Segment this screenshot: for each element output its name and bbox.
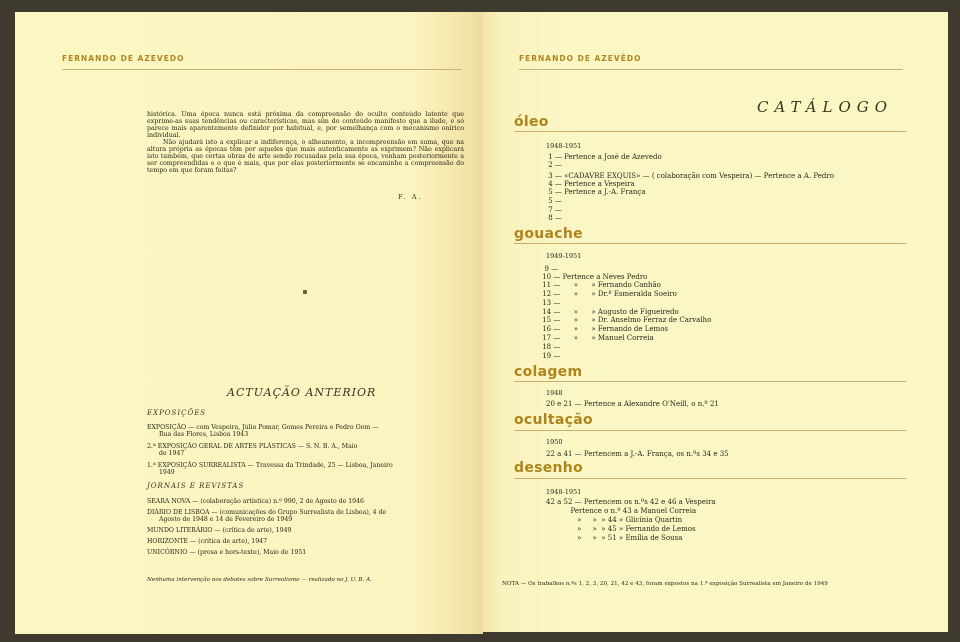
jornal-item-4: HORIZONTE — (crítica de arte), 1947 [147, 538, 268, 545]
running-head-right: FERNANDO DE AZEVÊDO [519, 54, 642, 63]
catalog-item: » » » 51 » Emília de Sousa [546, 534, 683, 542]
category-rule-colagem [514, 381, 906, 382]
category-heading-gouache: gouache [514, 226, 583, 242]
category-heading-ocultacao: ocultação [514, 412, 593, 428]
catalog-item: 5 — Pertence a J.-A. França [546, 188, 646, 196]
category-heading-desenho: desenho [514, 460, 583, 476]
running-head-left: FERNANDO DE AZEVEDO [62, 54, 185, 63]
catalog-item: 19 — [540, 352, 561, 360]
catalog-item: 5 — [546, 197, 562, 205]
catalog-item: » » » 44 » Glicínia Quartin [546, 516, 683, 524]
footnote-juba: Nenhuma intervenção nos debates sobre Surrealismo — realizado no J. U. B. A. [147, 577, 372, 583]
catalog-item: 4 — Pertence a Vespeira [546, 180, 635, 188]
essay-paragraph-1: histórica. Uma época nunca está próxima da compreensão do oculto conteúdo latente que exprime-as suas tendências ou características, mas sim do conteúdo manifesto que a ilude, e só parece mais aparentemente definidor por habitual, e, por semelhança com o mecanismo onírico individual. [147, 111, 464, 139]
nota-footnote: NOTA — Os trabalhos n.ºs 1, 2, 3, 20, 21, 42 e 43, foram expostos na 1.ª exposição Surrealista em Janeiro de 1949 [502, 581, 828, 587]
heading-jornais: JORNAIS E REVISTAS [147, 482, 245, 490]
category-heading-oleo: óleo [514, 114, 549, 130]
catalog-item: 17 — » » Manuel Correia [540, 334, 654, 342]
catalog-item: 10 — Pertence a Neves Pedro [540, 273, 648, 281]
catalog-item: 13 — [540, 299, 561, 307]
catalog-item: 20 e 21 — Pertence a Alexandre O'Neill, o n.º 21 [546, 400, 719, 408]
jornal-item-5: UNICÓRNIO — (prosa e hors-texte), Maio de 1951 [147, 549, 307, 556]
jornal-item-3: MUNDO LITERÁRIO — (crítica de arte), 1949 [147, 527, 292, 534]
section-title-actuacao: ACTUAÇÃO ANTERIOR [227, 386, 377, 399]
header-rule-left [62, 69, 462, 70]
catalog-item: 42 a 52 — Pertencem os n.ºs 42 e 46 a Vespeira [546, 498, 716, 506]
catalog-item: 22 a 41 — Pertencem a J.-A. França, os n.ºs 34 e 35 [546, 450, 729, 458]
catalog-item: Pertence o n.º 43 a Manuel Correia [546, 507, 697, 515]
catalog-item: 1 — Pertence a José de Azevedo [546, 153, 662, 161]
header-rule-right [519, 69, 903, 70]
years-ocultacao: 1950 [546, 438, 563, 446]
catalog-item: 12 — » » Dr.ª Esmeralda Soeiro [540, 290, 677, 298]
catalog-item: 2 — [546, 161, 562, 169]
exposicao-item-1: EXPOSIÇÃO — com Vespeira, Júlio Pomar, Gomes Pereira e Pedro Oom — Rua das Flores, Lisboa 1943 [147, 424, 379, 438]
category-heading-colagem: colagem [514, 364, 583, 380]
heading-exposicoes: EXPOSIÇÕES [147, 409, 207, 417]
exposicao-item-3: 1.ª EXPOSIÇÃO SURREALISTA — Travessa da Trindade, 25 — Lisboa, Janeiro 1949 [147, 462, 393, 476]
catalog-item: 11 — » » Fernando Canhão [540, 281, 661, 289]
years-colagem: 1948 [546, 389, 563, 397]
years-desenho: 1948-1951 [546, 488, 582, 496]
category-rule-oleo [514, 131, 906, 132]
catalog-item: 7 — [546, 206, 562, 214]
dot-ornament [303, 290, 307, 294]
category-rule-ocultacao [514, 430, 906, 431]
catalog-item: 18 — [540, 343, 561, 351]
catalog-item: 14 — » » Augusto de Figueiredo [540, 308, 679, 316]
catalog-item: 15 — » » Dr. Anselmo Ferraz de Carvalho [540, 316, 712, 324]
jornal-item-2: DIÁRIO DE LISBOA — (comunicações do Grupo Surrealista de Lisboa), 4 de Agosto de 1948 e 14 de Fevereiro de 1949 [147, 509, 387, 523]
catalog-item: 9 — [540, 265, 559, 273]
jornal-item-1: SEARA NOVA — (colaboração artística) n.º 990, 2 de Agosto de 1946 [147, 498, 364, 505]
exposicao-item-2: 2.ª EXPOSIÇÃO GERAL DE ARTES PLÁSTICAS — S. N. B. A., Maio de 1947 [147, 443, 358, 457]
catalog-item: 16 — » » Fernando de Lemos [540, 325, 669, 333]
catalog-title: CATÁLOGO [757, 98, 894, 116]
category-rule-gouache [514, 243, 906, 244]
essay-paragraph-2: Não ajudará isto a explicar a indiferença, o alheamento, a incompreensão em suma, que na altura própria as épocas têm por aqueles que mais autenticamente as exprimem? Não explicará isto também, que certas obras de arte sendo recusadas pela sua época, venham posteriormente a ser compreendidas e o que é mais, que por elas posteriormente se encaminhe a compreensão do tempo em que foram feitas? [147, 139, 464, 174]
catalog-item: 8 — [546, 214, 562, 222]
catalog-item: » » » 45 » Fernando de Lemos [546, 525, 696, 533]
category-rule-desenho [514, 478, 906, 479]
years-oleo: 1948-1951 [546, 142, 582, 150]
catalog-item: 3 — «CADAVRE EXQUIS» — ( colaboração com Vespeira) — Pertence a A. Pedro [546, 172, 834, 180]
years-gouache: 1949-1951 [546, 252, 582, 260]
signature: F. A. [398, 193, 423, 201]
essay-text [147, 111, 464, 174]
